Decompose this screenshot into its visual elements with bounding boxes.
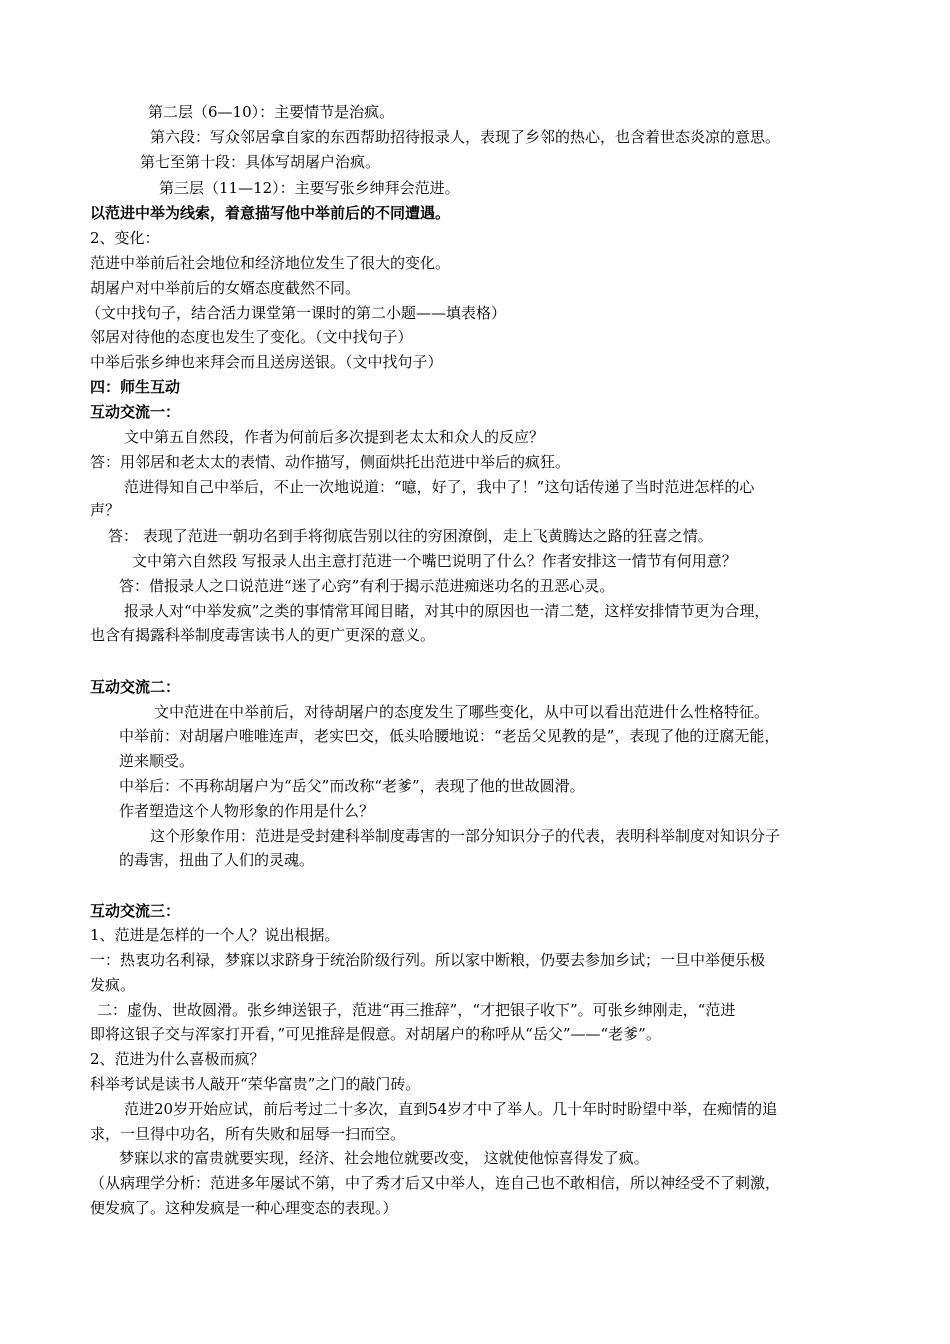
line-39: 范进20岁开始应试，前后考过二十多次，直到54岁才中了举人。几十年时时盼望中举，在痴情的追 <box>124 1100 778 1118</box>
line-33: 一：热衷功名利禄，梦寐以求跻身于统治阶级行列。所以家中断粮，仍要去参加乡试；一旦中举便乐极 <box>90 951 766 969</box>
line-30: 的毒害，扭曲了人们的灵魂。 <box>119 851 315 869</box>
line-22: 也含有揭露科举制度毒害读书人的更广更深的意义。 <box>90 626 436 644</box>
line-14: 文中第五自然段，作者为何前后多次提到老太太和众人的反应？ <box>124 428 545 446</box>
line-21: 报录人对“中举发疯”之类的事情常耳闻目睹，对其中的原因也一清二楚，这样安排情节更为合理， <box>124 602 770 620</box>
line-19: 文中第六自然段 写报录人出主意打范进一个嘴巴说明了什么？作者安排这一情节有何用意？ <box>132 552 737 570</box>
line-08: 胡屠户对中举前后的女婿态度截然不同。 <box>90 279 361 297</box>
subheading-exchange-1: 互动交流一： <box>90 403 181 421</box>
line-32: 1、范进是怎样的一个人？说出根据。 <box>90 926 340 944</box>
subheading-exchange-2: 互动交流二： <box>90 678 181 696</box>
line-11: 中举后张乡绅也来拜会而且送房送银。（文中找句子） <box>90 353 443 371</box>
section-heading-4: 四：师生互动 <box>90 378 181 396</box>
line-10: 邻居对待他的态度也发生了变化。（文中找句子） <box>90 328 413 346</box>
line-05-bold: 以范进中举为线索，着意描写他中举前后的不同遭遇。 <box>90 204 451 222</box>
line-34: 发疯。 <box>90 976 136 994</box>
line-15: 答：用邻居和老太太的表情、动作描写，侧面烘托出范进中举后的疯狂。 <box>90 453 571 471</box>
line-17: 声？ <box>90 501 121 519</box>
subheading-exchange-3: 互动交流三： <box>90 902 181 920</box>
line-37: 2、范进为什么喜极而疯？ <box>90 1050 265 1068</box>
line-42: （从病理学分析：范进多年屡试不第，中了秀才后又中举人，连自己也不敢相信，所以神经受不了刺激， <box>90 1174 781 1192</box>
line-35: 二：虚伪、世故圆滑。张乡绅送银子，范进“再三推辞”，“才把银子收下”。可张乡绅刚走，“范进 <box>97 1001 736 1019</box>
line-24: 文中范进在中举前后，对待胡屠户的态度发生了哪些变化，从中可以看出范进什么性格特征。 <box>154 703 770 721</box>
line-03: 第七至第十段：具体写胡屠户治疯。 <box>140 153 381 171</box>
line-28: 作者塑造这个人物形象的作用是什么？ <box>119 802 375 820</box>
line-07: 范进中举前后社会地位和经济地位发生了很大的变化。 <box>90 254 451 272</box>
line-06: 2、变化： <box>90 229 160 247</box>
line-29: 这个形象作用：范进是受封建科举制度毒害的一部分知识分子的代表，表明科举制度对知识分子 <box>150 827 781 845</box>
line-43: 便发疯了。这种发疯是一种心理变态的表现。） <box>90 1199 398 1217</box>
line-18: 答： 表现了范进一朝功名到手将彻底告别以往的穷困潦倒，走上飞黄腾达之路的狂喜之情。 <box>108 527 713 545</box>
line-16: 范进得知自己中举后，不止一次地说道：“噫，好了，我中了！”这句话传递了当时范进怎样的心 <box>124 478 755 496</box>
line-26: 逆来顺受。 <box>119 752 195 770</box>
line-09: （文中找句子，结合活力课堂第一课时的第二小题——填表格） <box>86 304 507 322</box>
line-38: 科举考试是读书人敲开“荣华富贵”之门的敲门砖。 <box>90 1075 421 1093</box>
line-41: 梦寐以求的富贵就要实现，经济、社会地位就要改变， 这就使他惊喜得发了疯。 <box>119 1149 649 1167</box>
line-27: 中举后：不再称胡屠户为“岳父”而改称“老爹”，表现了他的世故圆滑。 <box>119 777 585 795</box>
line-04: 第三层（11—12）：主要写张乡绅拜会范进。 <box>159 179 460 197</box>
line-36: 即将这银子交与浑家打开看，”可见推辞是假意。对胡屠户的称呼从“岳父”——“老爹”。 <box>90 1025 661 1043</box>
line-20: 答：借报录人之口说范进“迷了心窍”有利于揭示范进痴迷功名的丑恶心灵。 <box>119 577 615 595</box>
line-02: 第六段：写众邻居拿自家的东西帮助招待报录人，表现了乡邻的热心，也含着世态炎凉的意思。 <box>150 128 781 146</box>
line-01: 第二层（6—10）：主要情节是治疯。 <box>148 103 395 121</box>
line-25: 中举前：对胡屠户唯唯连声，老实巴交，低头哈腰地说：“老岳父见教的是”，表现了他的迂腐无能， <box>119 727 780 745</box>
line-40: 求，一旦得中功名，所有失败和屈辱一扫而空。 <box>90 1125 406 1143</box>
